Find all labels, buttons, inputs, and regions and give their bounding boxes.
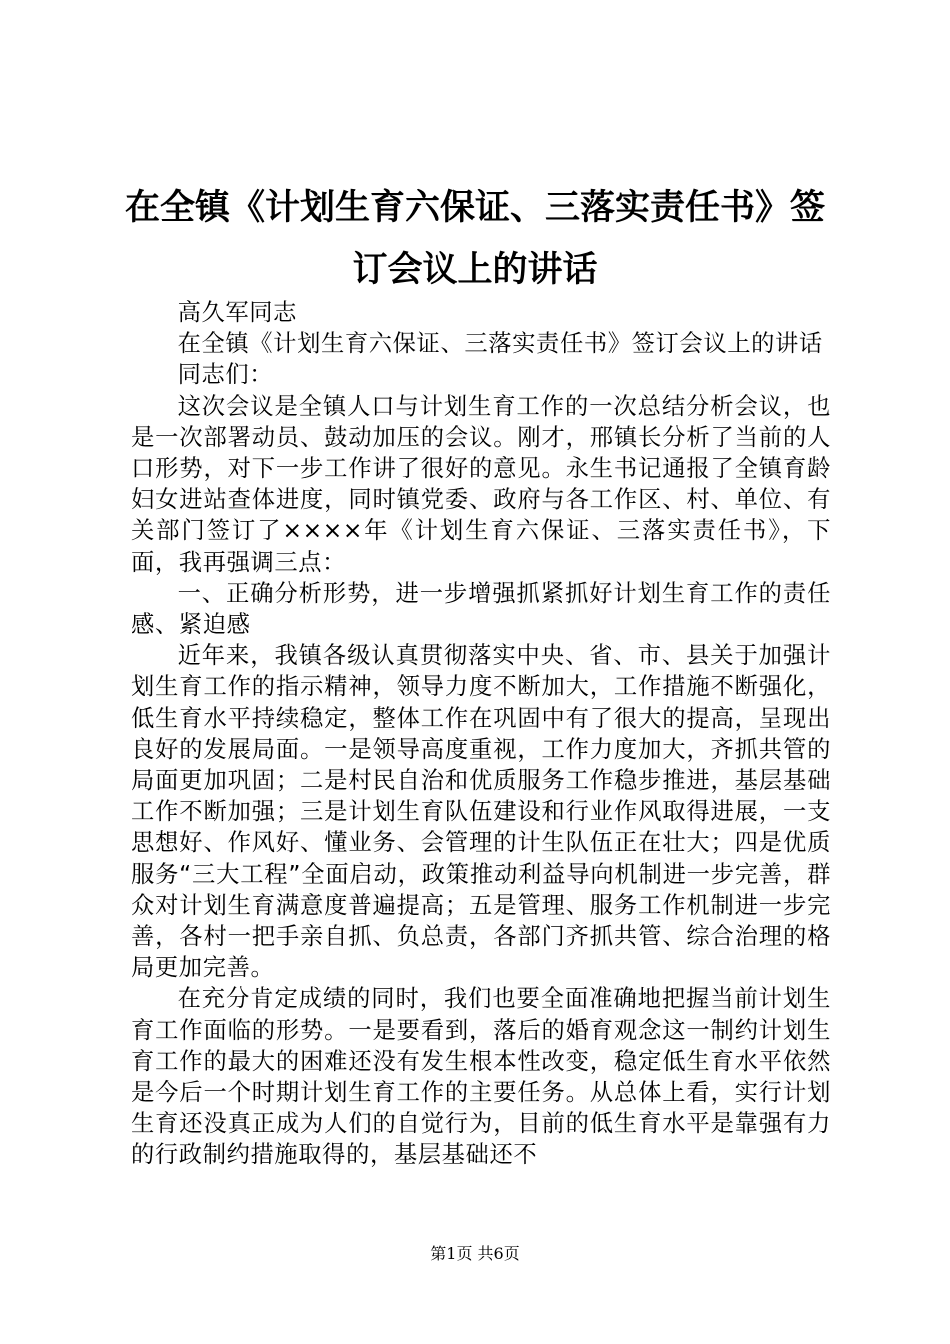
document-title-line-2: 订会议上的讲话 [352,249,598,290]
author-line: 高久军同志 [177,299,298,326]
section-heading: 一、正确分析形势，进一步增强抓紧抓好计划生育工作的责任感、紧迫感 [131,579,831,639]
document-title-line-1: 在全镇《计划生育六保证、三落实责任书》签 [124,187,825,228]
page-footer: 第1页 共6页 [430,1244,520,1263]
body-paragraph: 在充分肯定成绩的同时，我们也要全面准确地把握当前计划生育工作面临的形势。一是要看到，落后的婚育观念这一制约计划生育工作的最大的困难还没有发生根本性改变，稳定低生育水平依然是今后一个时期计划生育工作的主要任务。从总体上看，实行计划生育还没真正成为人们的自觉行为，目前的低生育水平是靠强有力的行政制约措施取得的，基层基础还不 [131,985,831,1169]
subtitle-line: 在全镇《计划生育六保证、三落实责任书》签订会议上的讲话 [177,330,823,358]
body-paragraph: 近年来，我镇各级认真贯彻落实中央、省、市、县关于加强计划生育工作的指示精神，领导力度不断加大，工作措施不断强化，低生育水平持续稳定，整体工作在巩固中有了很大的提高，呈现出良好的发展局面。一是领导高度重视，工作力度加大，齐抓共管的局面更加巩固；二是村民自治和优质服务工作稳步推进，基层基础工作不断加强；三是计划生育队伍建设和行业作风取得进展，一支思想好、作风好、懂业务、会管理的计生队伍正在壮大；四是优质服务“三大工程”全面启动，政策推动利益导向机制进一步完善，群众对计划生育满意度普遍提高；五是管理、服务工作机制进一步完善，各村一把手亲自抓、负总责，各部门齐抓共管、综合治理的格局更加完善。 [131,642,831,982]
salutation: 同志们： [177,361,274,389]
document-body [131,297,831,1171]
body-paragraph: 这次会议是全镇人口与计划生育工作的一次总结分析会议，也是一次部署动员、鼓动加压的会议。刚才，邢镇长分析了当前的人口形势，对下一步工作讲了很好的意见。永生书记通报了全镇育龄妇女进站查体进度，同时镇党委、政府与各工作区、村、单位、有关部门签订了××××年《计划生育六保证、三落实责任书》，下面，我再强调三点： [131,392,831,576]
